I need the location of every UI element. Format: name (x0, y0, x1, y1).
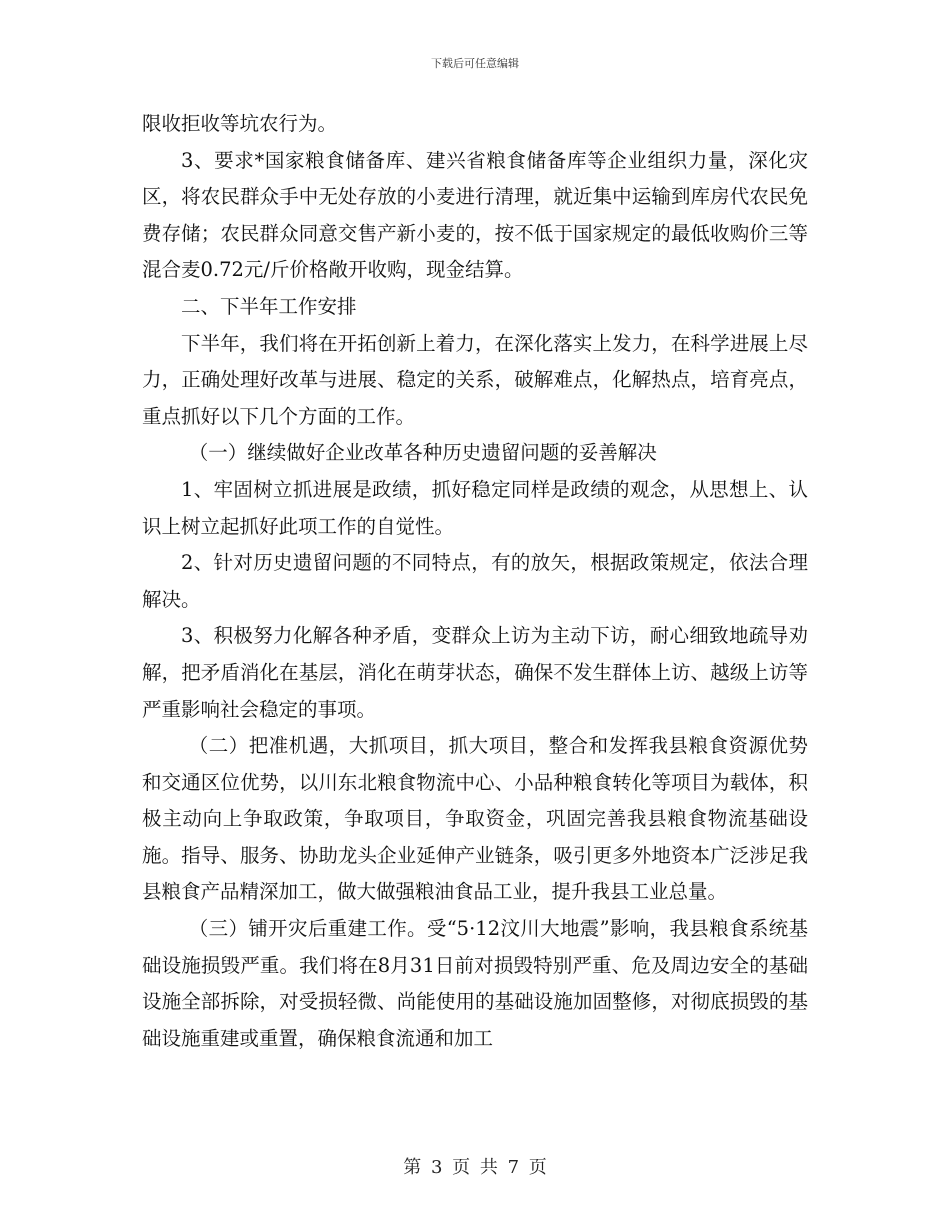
paragraph-item-1: 1、牢固树立抓进展是政绩，抓好稳定同样是政绩的观念，从思想上、认识上树立起抓好此项工作的自觉性。 (142, 477, 808, 538)
document-body (142, 106, 808, 1057)
paragraph-projects: （二）把准机遇，大抓项目，抓大项目，整合和发挥我县粮食资源优势和交通区位优势，以川东北粮食物流中心、小品种粮食转化等项目为载体，积极主动向上争取政策，争取项目，争取资金，巩固完善我县粮食物流基础设施。指导、服务、协助龙头企业延伸产业链条，吸引更多外地资本广泛涉足我县粮食产品精深加工，做大做强粮油食品工业，提升我县工业总量。 (142, 734, 808, 904)
subheading-reform-legacy-issues: （一）继续做好企业改革各种历史遗留问题的妥善解决 (188, 441, 657, 465)
paragraph-item-2: 2、针对历史遗留问题的不同特点，有的放矢，根据政策规定，依法合理解决。 (142, 551, 808, 611)
paragraph-item-3-requirements: 3、要求*国家粮食储备库、建兴省粮食储备库等企业组织力量，深化灾区，将农民群众手中无处存放的小麦进行清理，就近集中运输到库房代农民免费存储；农民群众同意交售产新小麦的，按不低于国家规定的最低收购价三等混合麦0.72元/斤价格敞开收购，现金结算。 (142, 148, 808, 282)
page-number-footer: 第 3 页 共 7 页 (403, 1157, 547, 1178)
page-header: 下载后可任意编辑 (431, 57, 519, 70)
section-heading-second-half-plan: 二、下半年工作安排 (181, 294, 357, 318)
paragraph-second-half-intro: 下半年，我们将在开拓创新上着力，在深化落实上发力，在科学进展上尽力，正确处理好改革与进展、稳定的关系，破解难点，化解热点，培育亮点，重点抓好以下几个方面的工作。 (142, 331, 808, 428)
paragraph-reconstruction: （三）铺开灾后重建工作。受“5·12汶川大地震”影响，我县粮食系统基础设施损毁严重。我们将在8月31日前对损毁特别严重、危及周边安全的基础设施全部拆除，对受损轻微、尚能使用的基础设施加固整修，对彻底损毁的基础设施重建或重置，确保粮食流通和加工 (142, 917, 808, 1050)
paragraph-continuation: 限收拒收等坑农行为。 (142, 112, 338, 135)
paragraph-item-3: 3、积极努力化解各种矛盾，变群众上访为主动下访，耐心细致地疏导劝解，把矛盾消化在基层，消化在萌芽状态，确保不发生群体上访、越级上访等严重影响社会稳定的事项。 (142, 624, 808, 721)
